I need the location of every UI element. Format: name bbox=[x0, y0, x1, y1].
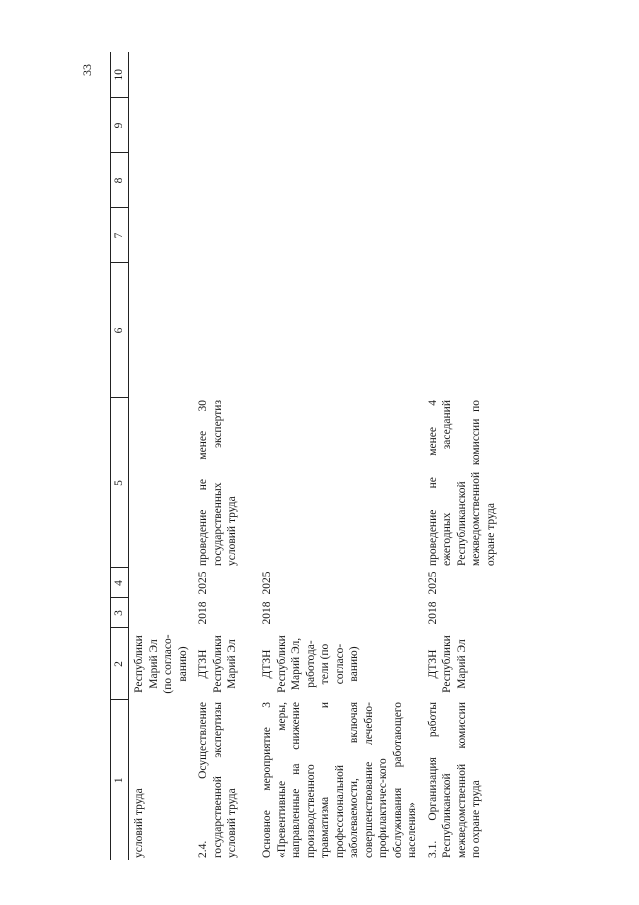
header-cell-9: 9 bbox=[111, 98, 129, 153]
empty-cell bbox=[257, 263, 423, 398]
result-cell: проведение не менее 30 государственных экспертиз условий труда bbox=[197, 400, 238, 566]
start-year-cell bbox=[129, 598, 194, 628]
result-cell bbox=[257, 398, 423, 568]
header-cell-3: 3 bbox=[111, 598, 129, 628]
start-year-cell: 2018 bbox=[426, 601, 439, 625]
table-row bbox=[257, 52, 423, 860]
empty-cell bbox=[193, 52, 257, 98]
result-cell bbox=[129, 398, 194, 568]
empty-cell bbox=[193, 263, 257, 398]
header-cell-6: 6 bbox=[111, 263, 129, 398]
empty-cell bbox=[193, 98, 257, 153]
table-row bbox=[193, 52, 257, 860]
page-number: 33 bbox=[80, 64, 94, 76]
activities-table bbox=[110, 52, 559, 860]
empty-cell bbox=[129, 98, 194, 153]
empty-cell bbox=[129, 52, 194, 98]
empty-cell bbox=[129, 263, 194, 398]
activity-cell: условий труда bbox=[133, 788, 145, 858]
activity-cell: 2.4. Осуществление государственной экспертизы условий труда bbox=[197, 702, 238, 858]
end-year-cell: 2025 bbox=[197, 571, 209, 595]
header-cell-10: 10 bbox=[111, 52, 129, 98]
header-cell-7: 7 bbox=[111, 208, 129, 263]
empty-cell bbox=[423, 263, 559, 398]
header-cell-2: 2 bbox=[111, 628, 129, 700]
result-cell: проведение не менее 4 ежегодных заседаний Республиканской межведомственной комиссии по охране труда bbox=[426, 400, 497, 566]
end-year-cell bbox=[129, 568, 194, 598]
header-cell-1: 1 bbox=[111, 700, 129, 860]
start-year-cell: 2018 bbox=[261, 601, 273, 625]
header-row bbox=[111, 52, 129, 860]
empty-cell bbox=[257, 208, 423, 263]
executor-cell: ДТЗН Республики Марий Эл, работода-тели (по согласо-ванию) bbox=[261, 635, 360, 693]
table-row bbox=[129, 52, 194, 860]
start-year-cell: 2018 bbox=[197, 601, 209, 625]
activity-cell: 3.1. Организация работы Республиканской межведомственной комиссии по охране труда bbox=[426, 702, 482, 858]
table-row bbox=[423, 52, 559, 860]
empty-cell bbox=[423, 52, 559, 98]
empty-cell bbox=[423, 153, 559, 208]
activity-cell: Основное мероприятие 3 «Превентивные меры, направленные на снижение производственного травматизма и профессиональной заболеваемости, включая совершенствование лечебно-профилактичес-кого обслуживания работающего населения» bbox=[261, 702, 418, 858]
empty-cell bbox=[257, 98, 423, 153]
empty-cell bbox=[193, 153, 257, 208]
empty-cell bbox=[129, 153, 194, 208]
header-cell-4: 4 bbox=[111, 568, 129, 598]
empty-cell bbox=[423, 98, 559, 153]
empty-cell bbox=[129, 208, 194, 263]
empty-cell bbox=[193, 208, 257, 263]
end-year-cell: 2025 bbox=[261, 571, 273, 595]
empty-cell bbox=[423, 208, 559, 263]
header-cell-8: 8 bbox=[111, 153, 129, 208]
rotated-table-container bbox=[110, 52, 565, 860]
end-year-cell: 2025 bbox=[426, 571, 439, 595]
executor-cell: Республики Марий Эл (по согласо-ванию) bbox=[133, 634, 189, 694]
empty-cell bbox=[257, 52, 423, 98]
empty-cell bbox=[257, 153, 423, 208]
executor-cell: ДТЗН Республики Марий Эл bbox=[197, 635, 238, 693]
header-cell-5: 5 bbox=[111, 398, 129, 568]
executor-cell: ДТЗН Республики Марий Эл bbox=[426, 635, 468, 693]
